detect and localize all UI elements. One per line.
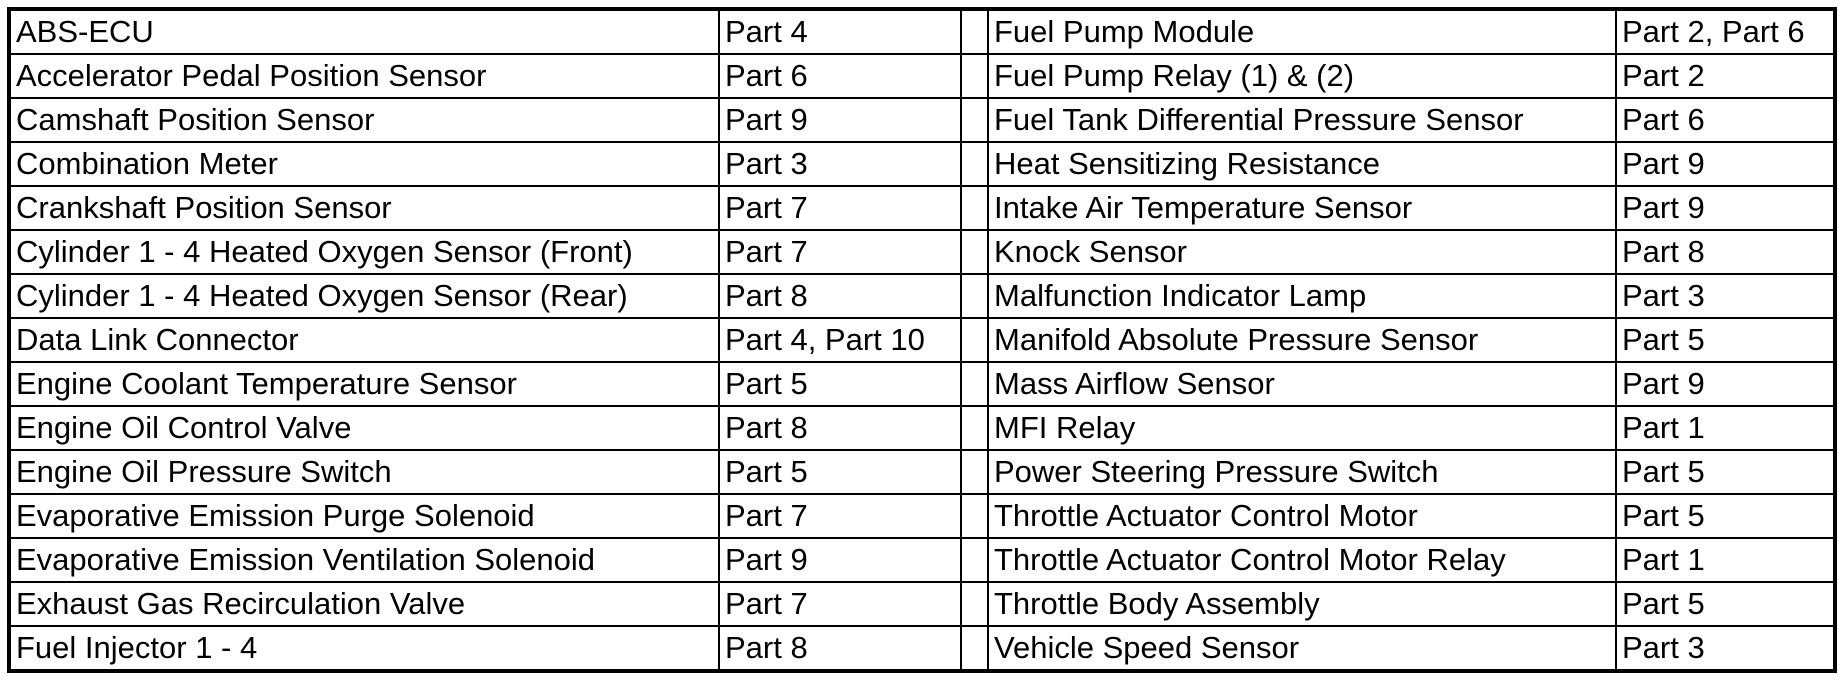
left-component-cell: ABS-ECU bbox=[9, 9, 719, 54]
column-gap bbox=[961, 318, 988, 362]
table-row bbox=[9, 362, 1835, 406]
left-parts-cell: Part 9 bbox=[719, 98, 961, 142]
column-gap bbox=[961, 582, 988, 626]
column-gap bbox=[961, 274, 988, 318]
right-component-cell: Power Steering Pressure Switch bbox=[988, 450, 1616, 494]
right-parts-cell: Part 9 bbox=[1616, 142, 1835, 186]
right-component-cell: Malfunction Indicator Lamp bbox=[988, 274, 1616, 318]
column-gap bbox=[961, 186, 988, 230]
column-gap bbox=[961, 406, 988, 450]
left-parts-cell: Part 8 bbox=[719, 626, 961, 671]
left-component-cell: Fuel Injector 1 - 4 bbox=[9, 626, 719, 671]
table-row bbox=[9, 274, 1835, 318]
table-row bbox=[9, 142, 1835, 186]
right-parts-cell: Part 1 bbox=[1616, 406, 1835, 450]
right-component-cell: Mass Airflow Sensor bbox=[988, 362, 1616, 406]
column-gap bbox=[961, 142, 988, 186]
right-component-cell: Throttle Actuator Control Motor Relay bbox=[988, 538, 1616, 582]
column-gap bbox=[961, 494, 988, 538]
left-component-cell: Accelerator Pedal Position Sensor bbox=[9, 54, 719, 98]
column-gap bbox=[961, 362, 988, 406]
column-gap bbox=[961, 98, 988, 142]
table-row bbox=[9, 494, 1835, 538]
table-row bbox=[9, 98, 1835, 142]
right-parts-cell: Part 8 bbox=[1616, 230, 1835, 274]
left-component-cell: Engine Coolant Temperature Sensor bbox=[9, 362, 719, 406]
column-gap bbox=[961, 538, 988, 582]
left-parts-cell: Part 7 bbox=[719, 230, 961, 274]
table-row bbox=[9, 318, 1835, 362]
right-parts-cell: Part 9 bbox=[1616, 362, 1835, 406]
right-component-cell: Intake Air Temperature Sensor bbox=[988, 186, 1616, 230]
left-parts-cell: Part 8 bbox=[719, 406, 961, 450]
table-row bbox=[9, 54, 1835, 98]
left-component-cell: Data Link Connector bbox=[9, 318, 719, 362]
column-gap bbox=[961, 626, 988, 671]
component-index-body bbox=[9, 9, 1835, 671]
right-parts-cell: Part 5 bbox=[1616, 318, 1835, 362]
left-parts-cell: Part 7 bbox=[719, 494, 961, 538]
left-component-cell: Crankshaft Position Sensor bbox=[9, 186, 719, 230]
left-component-cell: Exhaust Gas Recirculation Valve bbox=[9, 582, 719, 626]
table-row bbox=[9, 406, 1835, 450]
table-row bbox=[9, 538, 1835, 582]
column-gap bbox=[961, 54, 988, 98]
left-parts-cell: Part 5 bbox=[719, 450, 961, 494]
right-parts-cell: Part 6 bbox=[1616, 98, 1835, 142]
left-parts-cell: Part 6 bbox=[719, 54, 961, 98]
right-parts-cell: Part 2, Part 6 bbox=[1616, 9, 1835, 54]
right-component-cell: Throttle Actuator Control Motor bbox=[988, 494, 1616, 538]
left-component-cell: Cylinder 1 - 4 Heated Oxygen Sensor (Rear) bbox=[9, 274, 719, 318]
table-row bbox=[9, 9, 1835, 54]
right-parts-cell: Part 1 bbox=[1616, 538, 1835, 582]
left-parts-cell: Part 7 bbox=[719, 186, 961, 230]
left-component-cell: Evaporative Emission Purge Solenoid bbox=[9, 494, 719, 538]
table-row bbox=[9, 230, 1835, 274]
right-component-cell: Knock Sensor bbox=[988, 230, 1616, 274]
right-component-cell: Vehicle Speed Sensor bbox=[988, 626, 1616, 671]
right-component-cell: Throttle Body Assembly bbox=[988, 582, 1616, 626]
right-component-cell: Manifold Absolute Pressure Sensor bbox=[988, 318, 1616, 362]
right-component-cell: MFI Relay bbox=[988, 406, 1616, 450]
right-parts-cell: Part 5 bbox=[1616, 450, 1835, 494]
left-parts-cell: Part 5 bbox=[719, 362, 961, 406]
table-row bbox=[9, 582, 1835, 626]
right-component-cell: Heat Sensitizing Resistance bbox=[988, 142, 1616, 186]
left-parts-cell: Part 4, Part 10 bbox=[719, 318, 961, 362]
column-gap bbox=[961, 230, 988, 274]
right-parts-cell: Part 5 bbox=[1616, 582, 1835, 626]
column-gap bbox=[961, 9, 988, 54]
left-component-cell: Engine Oil Control Valve bbox=[9, 406, 719, 450]
right-component-cell: Fuel Tank Differential Pressure Sensor bbox=[988, 98, 1616, 142]
left-parts-cell: Part 7 bbox=[719, 582, 961, 626]
right-parts-cell: Part 3 bbox=[1616, 274, 1835, 318]
left-parts-cell: Part 9 bbox=[719, 538, 961, 582]
left-component-cell: Evaporative Emission Ventilation Solenoid bbox=[9, 538, 719, 582]
left-parts-cell: Part 3 bbox=[719, 142, 961, 186]
right-parts-cell: Part 9 bbox=[1616, 186, 1835, 230]
right-component-cell: Fuel Pump Module bbox=[988, 9, 1616, 54]
right-parts-cell: Part 3 bbox=[1616, 626, 1835, 671]
table-row bbox=[9, 450, 1835, 494]
right-parts-cell: Part 5 bbox=[1616, 494, 1835, 538]
table-row bbox=[9, 626, 1835, 671]
left-component-cell: Engine Oil Pressure Switch bbox=[9, 450, 719, 494]
left-component-cell: Cylinder 1 - 4 Heated Oxygen Sensor (Front) bbox=[9, 230, 719, 274]
column-gap bbox=[961, 450, 988, 494]
left-component-cell: Combination Meter bbox=[9, 142, 719, 186]
component-index-table bbox=[7, 7, 1837, 673]
right-parts-cell: Part 2 bbox=[1616, 54, 1835, 98]
right-component-cell: Fuel Pump Relay (1) & (2) bbox=[988, 54, 1616, 98]
left-parts-cell: Part 8 bbox=[719, 274, 961, 318]
left-component-cell: Camshaft Position Sensor bbox=[9, 98, 719, 142]
left-parts-cell: Part 4 bbox=[719, 9, 961, 54]
table-row bbox=[9, 186, 1835, 230]
